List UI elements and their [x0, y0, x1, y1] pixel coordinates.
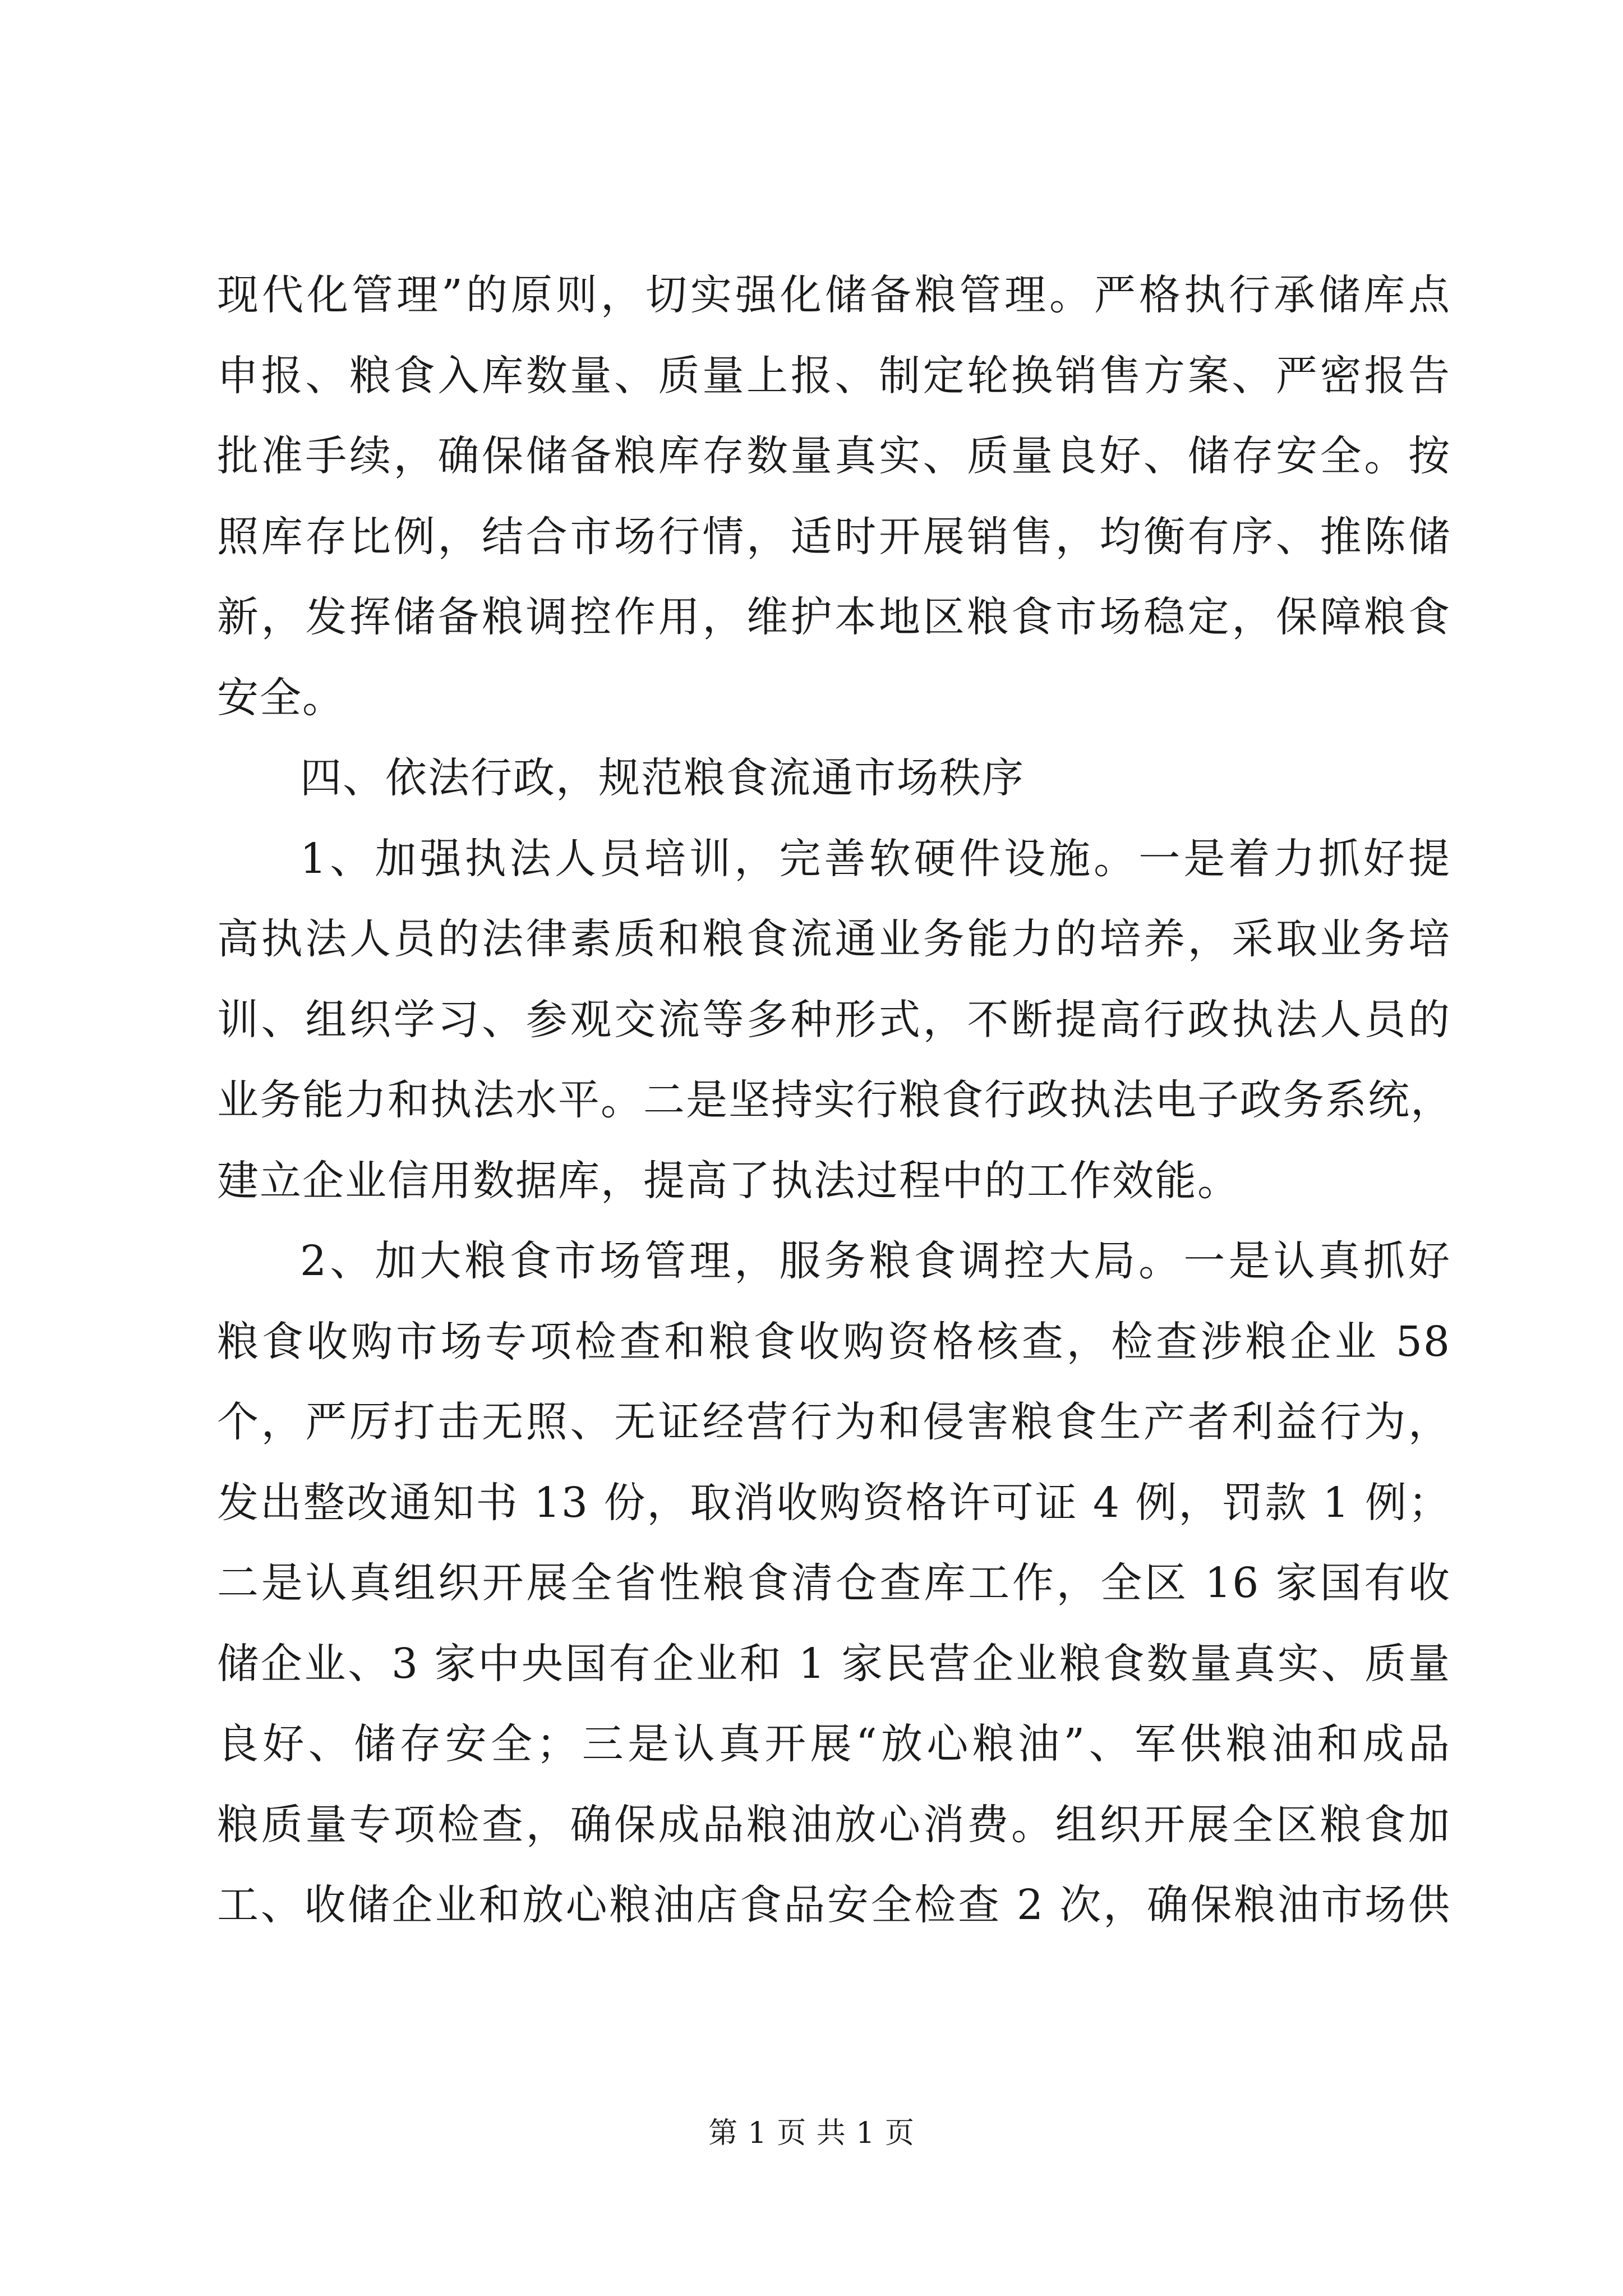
paragraph-line: 粮食收购市场专项检查和粮食收购资格核查，检查涉粮企业 58: [217, 1317, 1451, 1366]
paragraph-line: 良好、储存安全；三是认真开展“放心粮油”、军供粮油和成品: [217, 1720, 1451, 1768]
section-heading: 四、依法行政，规范粮食流通市场秩序: [300, 754, 1025, 802]
paragraph-line: 二是认真组织开展全省性粮食清仓查库工作，全区 16 家国有收: [217, 1559, 1451, 1607]
paragraph-line: 粮质量专项检查，确保成品粮油放心消费。组织开展全区粮食加: [217, 1800, 1451, 1849]
paragraph-line: 申报、粮食入库数量、质量上报、制定轮换销售方案、严密报告: [217, 351, 1451, 400]
page-number-footer: 第 1 页 共 1 页: [708, 2116, 915, 2150]
paragraph-line: 高执法人员的法律素质和粮食流通业务能力的培养，采取业务培: [217, 915, 1451, 963]
paragraph-line: 现代化管理”的原则，切实强化储备粮管理。严格执行承储库点: [217, 271, 1451, 319]
paragraph-line: 工、收储企业和放心粮油店食品安全检查 2 次，确保粮油市场供: [217, 1881, 1451, 1929]
paragraph-line: 发出整改通知书 13 份，取消收购资格许可证 4 例，罚款 1 例；: [217, 1478, 1451, 1527]
paragraph-line: 建立企业信用数据库，提高了执法过程中的工作效能。: [217, 1156, 1240, 1205]
paragraph-line: 批准手续，确保储备粮库存数量真实、质量良好、储存安全。按: [217, 432, 1451, 480]
paragraph-line: 2、加大粮食市场管理，服务粮食调控大局。一是认真抓好: [300, 1237, 1451, 1285]
paragraph-line: 业务能力和执法水平。二是坚持实行粮食行政执法电子政务系统，: [217, 1076, 1453, 1124]
paragraph-line: 安全。: [217, 673, 345, 722]
paragraph-line: 照库存比例，结合市场行情，适时开展销售，均衡有序、推陈储: [217, 512, 1451, 561]
paragraph-line: 个，严厉打击无照、无证经营行为和侵害粮食生产者利益行为，: [217, 1398, 1451, 1446]
paragraph-line: 1、加强执法人员培训，完善软硬件设施。一是着力抓好提: [300, 834, 1451, 883]
paragraph-line: 训、组织学习、参观交流等多种形式，不断提高行政执法人员的: [217, 995, 1451, 1044]
document-body: [217, 255, 1451, 1946]
paragraph-line: 新，发挥储备粮调控作用，维护本地区粮食市场稳定，保障粮食: [217, 593, 1451, 641]
paragraph-line: 储企业、3 家中央国有企业和 1 家民营企业粮食数量真实、质量: [217, 1639, 1451, 1688]
